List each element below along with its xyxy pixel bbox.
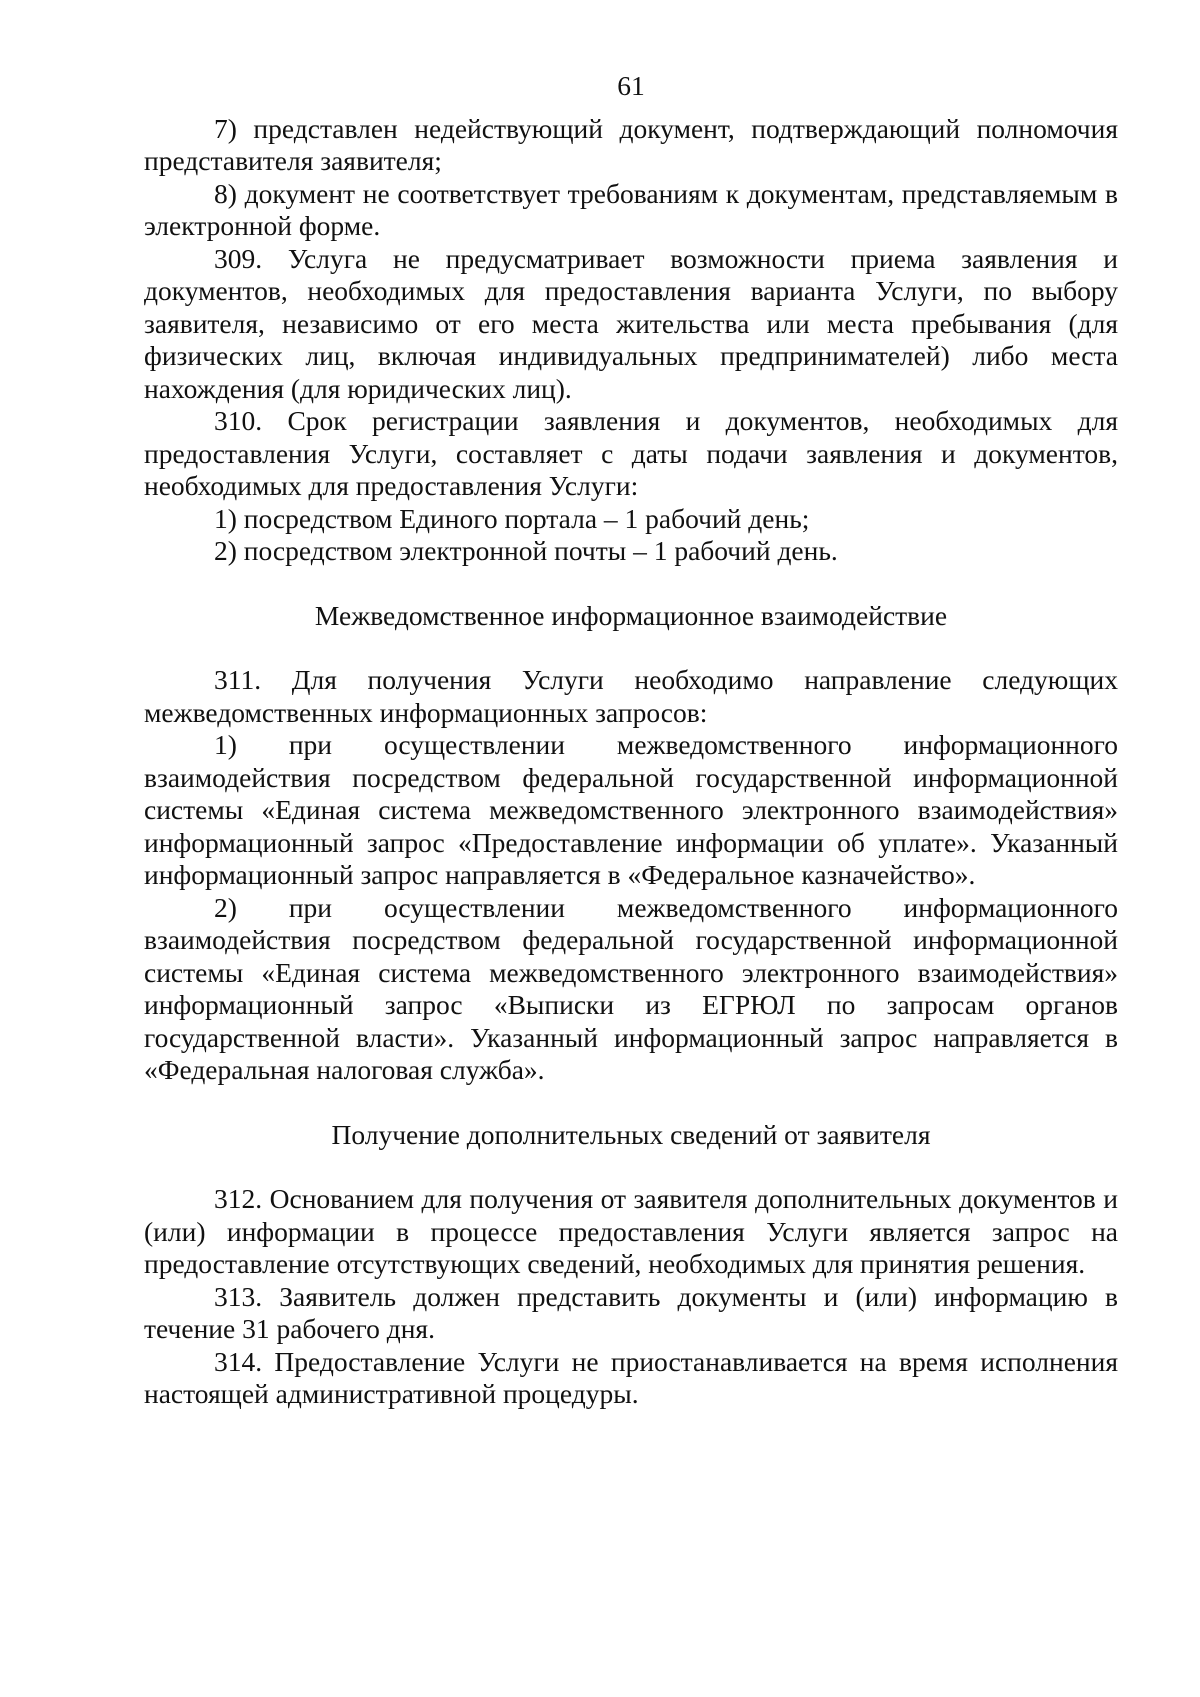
paragraph-310: 310. Срок регистрации заявления и документов, необходимых для предоставления Услуги, составляет с даты подачи заявления и документов, необходимых для предоставления Услуги: [144,405,1118,501]
paragraph-311: 311. Для получения Услуги необходимо направление следующих межведомственных информационных запросов: [144,664,1118,728]
paragraph-309: 309. Услуга не предусматривает возможности приема заявления и документов, необходимых для предоставления варианта Услуги, по выбору заявителя, независимо от его места жительства или места пребывания (для физических лиц, включая индивидуальных предпринимателей) либо места нахождения (для юридических лиц). [144,242,1118,404]
paragraph-310-item-2: 2) посредством электронной почты – 1 рабочий день. [214,535,838,566]
paragraph-311-item-2: 2) при осуществлении межведомственного информационного взаимодействия посредством федеральной государственной информационной системы «Единая система межведомственного электронного взаимодействия» информационный запрос «Выписки из ЕГРЮЛ по запросам органов государственной власти». Указанный информационный запрос направляется в «Федеральная налоговая служба». [144,891,1118,1085]
section-heading-interagency: Межведомственное информационное взаимодействие [314,599,948,631]
document-page [144,70,1118,1411]
paragraph-312: 312. Основанием для получения от заявителя дополнительных документов и (или) информации в процессе предоставления Услуги является запрос на предоставление отсутствующих сведений, необходимых для принятия решения. [144,1183,1118,1279]
section-heading-additional-info: Получение дополнительных сведений от заявителя [331,1118,931,1150]
paragraph-314: 314. Предоставление Услуги не приостанавливается на время исполнения настоящей административной процедуры. [144,1345,1118,1409]
paragraph-item-7: 7) представлен недействующий документ, подтверждающий полномочия представителя заявителя; [144,112,1118,176]
paragraph-item-8: 8) документ не соответствует требованиям к документам, представляемым в электронной форме. [144,177,1118,241]
paragraph-310-item-1: 1) посредством Единого портала – 1 рабочий день; [214,502,810,534]
page-number: 61 [617,70,645,101]
paragraph-311-item-1: 1) при осуществлении межведомственного информационного взаимодействия посредством федеральной государственной информационной системы «Единая система межведомственного электронного взаимодействия» информационный запрос «Предоставление информации об уплате». Указанный информационный запрос направляется в «Федеральное казначейство». [144,729,1118,890]
paragraph-313: 313. Заявитель должен представить документы и (или) информацию в течение 31 рабочего дня. [144,1280,1118,1344]
